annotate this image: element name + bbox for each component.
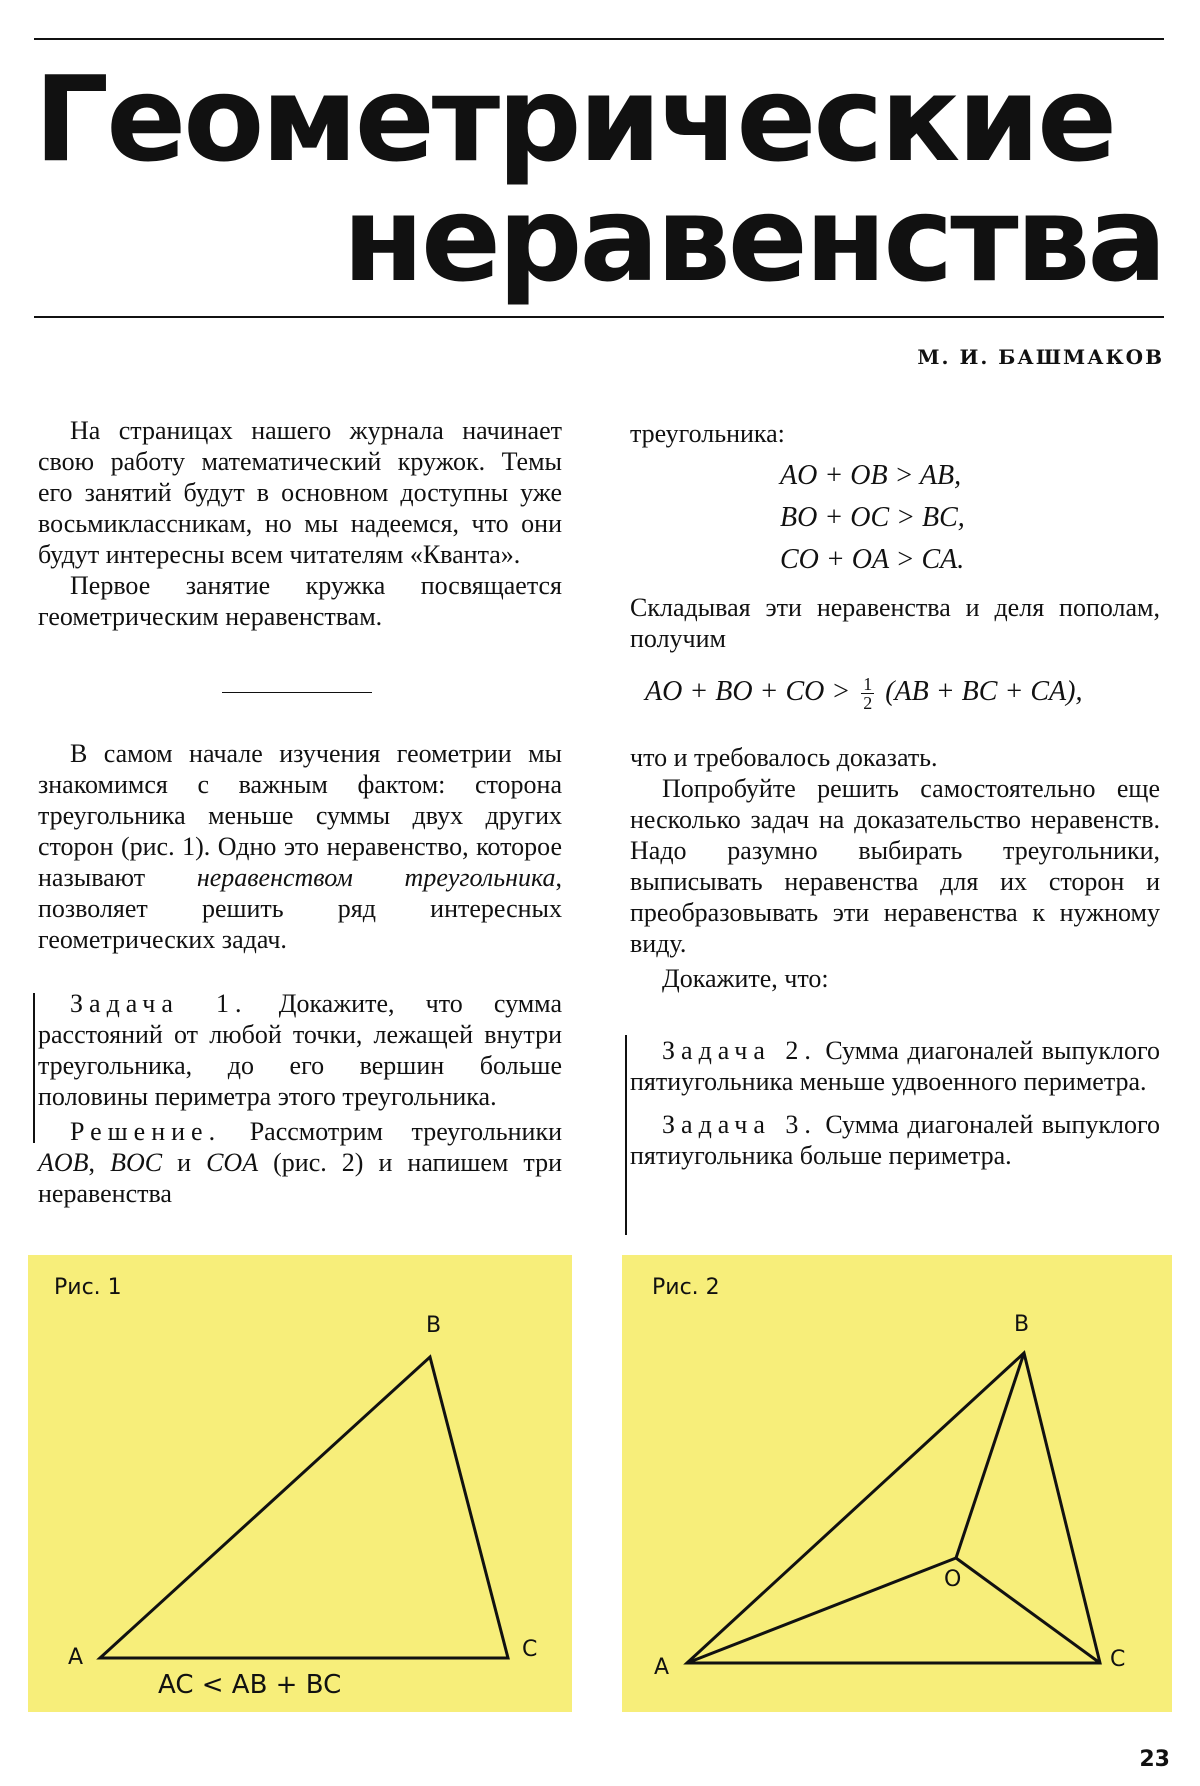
right-column-main (630, 742, 1160, 994)
figure-2-caption: Рис. 2 (652, 1275, 720, 1300)
segment-ao (687, 1558, 956, 1663)
triangle-coa: COA (206, 1148, 259, 1177)
task1-text: Докажите, что сумма расстояний от любой точки, лежащей внутри треугольника, до его вершин больше половины периметра этого треугольника. (38, 989, 562, 1111)
task1-paragraph (38, 988, 562, 1112)
solution-text2: (рис. 2) и напишем три неравенства (38, 1148, 563, 1208)
task1-label: Задача 1. (70, 989, 248, 1018)
fig2-vertex-c: C (1110, 1647, 1126, 1672)
task2-paragraph (630, 1035, 1160, 1097)
intro-paragraph-2: Первое занятие кружка посвящается геометрическим неравенствам. (38, 571, 562, 631)
inequality-1: AO + OB > AB, (780, 460, 962, 491)
right-column-sum (630, 592, 1160, 654)
solution-paragraph: Решение. Рассмотрим треугольники AOB, BOC и COA (рис. 2) и напишем три неравенства (38, 1117, 563, 1208)
task2-label: Задача 2. (662, 1036, 817, 1065)
triangle-boc: BOC (110, 1148, 163, 1177)
fig1-formula: AC < AB + BC (158, 1670, 342, 1700)
task1-margin-bar (33, 993, 35, 1143)
author-name: М. И. БАШМАКОВ (917, 345, 1164, 369)
and-word: и (162, 1148, 207, 1177)
left-column-main (38, 738, 562, 955)
intro-paragraph-1: На страницах нашего журнала начинает свою работу математический кружок. Темы его занятий будут в основном доступны уже восьмиклассникам, но мы надеемся, что они будут интересны всем читателям «Кванта». (38, 416, 562, 569)
top-rule (34, 38, 1164, 40)
fig1-vertex-b: B (426, 1313, 442, 1338)
fig1-vertex-c: C (522, 1637, 538, 1662)
task3-label: Задача 3. (662, 1110, 817, 1139)
solution-text1: Рассмотрим треугольники (221, 1117, 562, 1146)
p3-start: В самом начале изучения геометрии мы знакомимся с важным фактом: сторона треугольника меньше суммы двух других сторон (рис. 1). Одно это неравенство, которое называют (38, 739, 562, 892)
try-paragraph: Попробуйте решить самостоятельно еще несколько задач на доказательство неравенств. Надо разумно выбирать треугольники, выписывать неравенства для их сторон и преобразовывать эти неравенства к нужному виду. (630, 774, 1160, 958)
task2-margin-bar (625, 1035, 627, 1235)
fraction-denominator: 2 (863, 693, 873, 713)
p3-term: неравенством треугольника (196, 863, 556, 892)
fig2-vertex-a: A (654, 1655, 670, 1680)
title-bottom-rule (34, 316, 1164, 318)
solution-label: Решение. (70, 1117, 222, 1146)
prove-line: Докажите, что: (662, 964, 829, 993)
qed-line: что и требовалось доказать. (630, 743, 938, 772)
article-title-line1: Геометрические (34, 50, 1115, 188)
sum-paragraph: Складывая эти неравенства и деля пополам, получим (630, 593, 1160, 653)
inequality-2: BO + OC > BC, (780, 502, 965, 533)
fraction-numerator: 1 (863, 674, 873, 694)
article-title-line2: неравенства (342, 170, 1164, 308)
triangle-inequality-paragraph (38, 738, 562, 955)
sum-left: AO + BO + CO > (645, 675, 851, 707)
fig2-point-o: O (944, 1567, 962, 1592)
page-number: 23 (1139, 1747, 1170, 1772)
sum-right: (AB + BC + CA), (885, 675, 1083, 707)
figure-1-caption: Рис. 1 (54, 1275, 122, 1300)
one-half-fraction (861, 675, 874, 712)
task1-block (38, 988, 562, 1209)
left-column (38, 415, 562, 632)
triangle-aob: AOB (38, 1148, 89, 1177)
inequality-3: CO + OA > CA. (780, 544, 965, 575)
tasks-2-3-block (630, 1035, 1160, 1171)
figure-2-diagram (622, 1255, 1172, 1712)
fig2-vertex-b: B (1014, 1312, 1030, 1337)
p3-end: , позволяет решить ряд интересных геометрических задач. (38, 863, 562, 954)
triangle-abc (100, 1357, 508, 1658)
sum-inequality (645, 675, 1082, 712)
continued-word: треугольника: (630, 419, 785, 448)
figure-1 (28, 1255, 572, 1712)
task2-text: Сумма диагоналей выпуклого пятиугольника меньше удвоенного периметра. (630, 1036, 1160, 1096)
right-column-top (630, 418, 1160, 449)
figure-2 (622, 1255, 1172, 1712)
figure-1-diagram (28, 1255, 572, 1712)
section-divider (222, 692, 372, 693)
task3-paragraph (630, 1109, 1160, 1171)
fig1-vertex-a: A (68, 1645, 84, 1670)
task3-text: Сумма диагоналей выпуклого пятиугольника больше периметра. (630, 1110, 1160, 1170)
